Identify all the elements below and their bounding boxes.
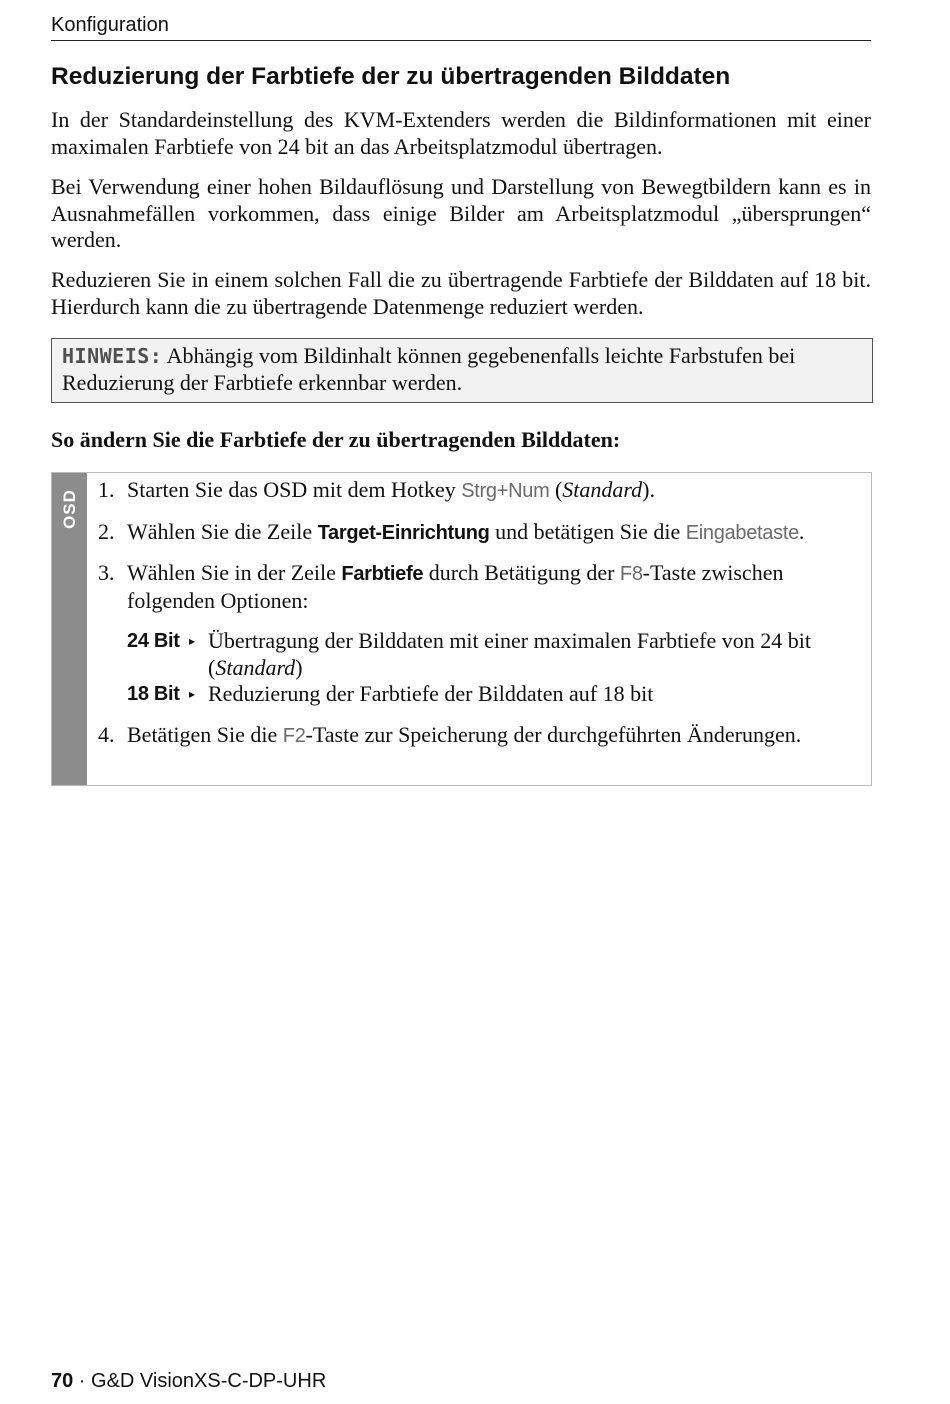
default-label: Standard (215, 654, 296, 680)
step-text: durch Betätigung der (423, 560, 620, 585)
step-text: -Taste zur Speicherung der durchgeführten Änderungen. (305, 721, 802, 747)
triangle-right-icon: ▸ (189, 687, 196, 701)
note-box (51, 338, 873, 403)
step-number: 4. (98, 721, 115, 747)
step-text: ). (642, 477, 655, 502)
step-item (98, 519, 868, 547)
note-label: HINWEIS: (62, 344, 163, 368)
step-text: . (798, 518, 805, 544)
step-text: Wählen Sie in der Zeile (127, 560, 342, 585)
step-item (98, 477, 868, 505)
menu-item-label: Target-Einrichtung (317, 521, 490, 544)
triangle-right-icon: ▸ (189, 634, 196, 648)
key-label: Eingabetaste (685, 521, 799, 544)
procedure-heading: So ändern Sie die Farbtiefe der zu übertragenden Bilddaten: (51, 427, 621, 452)
section-title: Reduzierung der Farbtiefe der zu übertragenden Bilddaten (51, 63, 731, 90)
paragraph-intro: In der Standardeinstellung des KVM-Extenders werden die Bildinformationen mit einer maximalen Farbtiefe von 24 bit an das Arbeitsplatzmodul übertragen. (51, 107, 871, 159)
option-key: 24 Bit (127, 630, 180, 652)
step-text: Starten Sie das OSD mit dem Hotkey (127, 477, 462, 502)
osd-procedure-box (51, 472, 872, 786)
step-text: Betätigen Sie die (127, 721, 283, 747)
step-item (98, 560, 868, 708)
step-text: und betätigen Sie die (489, 518, 686, 544)
step-number: 2. (98, 518, 115, 544)
step-text: ( (549, 477, 563, 502)
option-key: 18 Bit (127, 683, 180, 705)
running-header: Konfiguration (51, 14, 871, 41)
key-label: F2 (282, 724, 306, 747)
footer-separator: · (73, 1370, 92, 1392)
option-row (127, 681, 868, 708)
step-number: 1. (98, 477, 115, 502)
key-label: F8 (619, 563, 643, 585)
step-item (98, 722, 868, 750)
step-text: -Taste zwischen folgenden Optionen: (127, 560, 784, 613)
option-row (127, 628, 868, 681)
step-number: 3. (98, 560, 115, 585)
page-footer (51, 1370, 326, 1393)
option-text: Reduzierung der Farbtiefe der Bilddaten auf 18 bit (208, 681, 654, 706)
osd-side-label: OSD (60, 489, 79, 529)
default-label: Standard (562, 477, 643, 502)
product-name: G&D VisionXS-C-DP-UHR (91, 1370, 327, 1392)
osd-side-bar (52, 473, 87, 785)
paragraph-issue: Bei Verwendung einer hohen Bildauflösung und Darstellung von Bewegtbildern kann es in Ausnahmefällen vorkommen, dass einige Bilder am Arbeitsplatzmodul „übersprungen“ werden. (51, 174, 871, 252)
step-text: Wählen Sie die Zeile (127, 518, 318, 544)
paragraph-solution: Reduzieren Sie in einem solchen Fall die zu übertragende Farbtiefe der Bilddaten auf 18 bit. Hierdurch kann die zu übertragende Datenmenge reduziert werden. (51, 267, 871, 319)
menu-item-label: Farbtiefe (341, 563, 424, 585)
hotkey-label: Strg+Num (461, 480, 550, 502)
step-list (98, 477, 868, 763)
option-list (127, 628, 868, 708)
note-text: Abhängig vom Bildinhalt können gegebenenfalls leichte Farbstufen bei Reduzierung der Farbtiefe erkennbar werden. (62, 343, 796, 395)
page-number: 70 (51, 1370, 74, 1392)
option-text: Übertragung der Bilddaten mit einer maximalen Farbtiefe von 24 bit (Standard) (208, 628, 811, 680)
